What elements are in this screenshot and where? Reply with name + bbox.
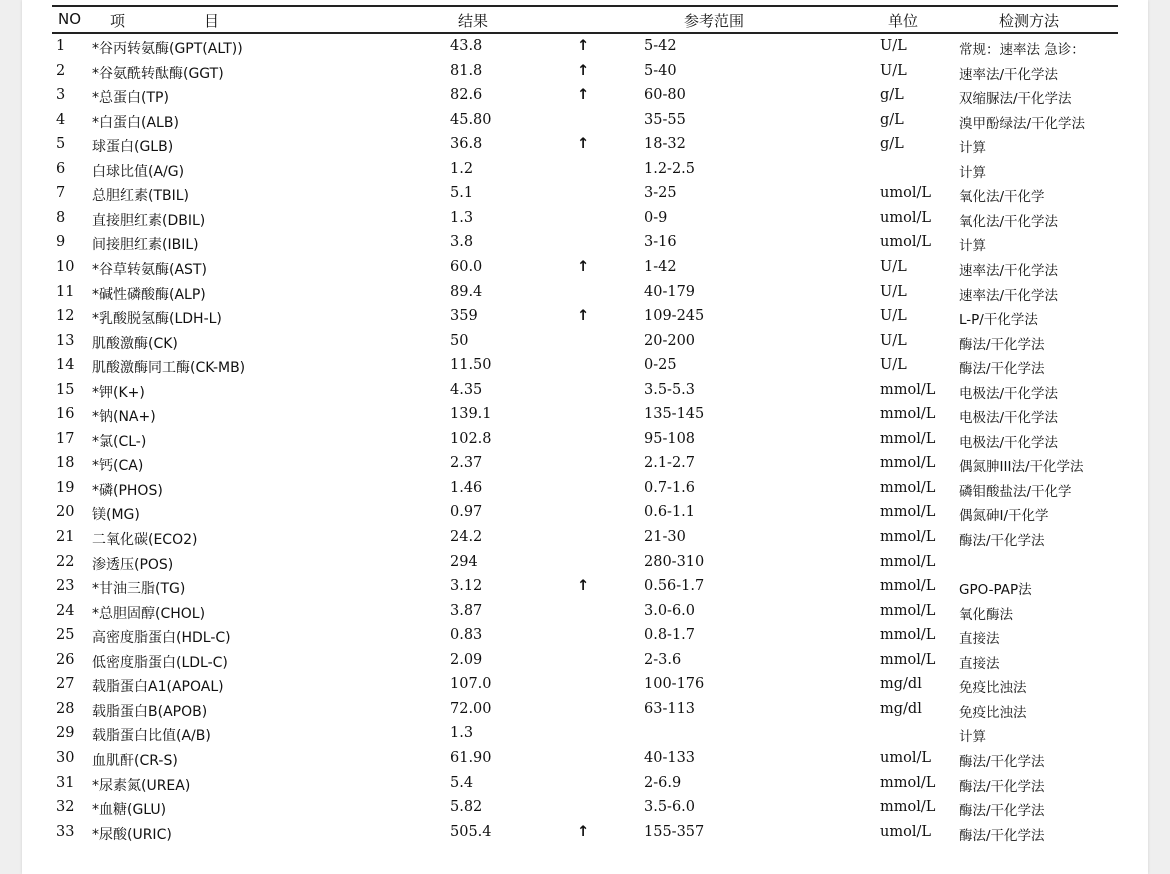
reference-range: 20-200 <box>644 332 696 349</box>
unit: mmol/L <box>880 504 936 521</box>
table-top-rule <box>52 5 1118 7</box>
high-flag-arrow-icon: ↑ <box>577 62 590 79</box>
test-method: 磷钼酸盐法/干化学 <box>959 483 1072 500</box>
test-item-name: *白蛋白(ALB) <box>92 114 179 131</box>
high-flag-arrow-icon: ↑ <box>577 38 590 54</box>
report-sheet <box>22 0 1148 874</box>
unit: mmol/L <box>880 602 936 619</box>
row-number: 2 <box>56 62 66 79</box>
row-number: 15 <box>56 381 75 398</box>
unit: mmol/L <box>880 627 936 644</box>
result-value: 89.4 <box>450 283 483 300</box>
test-item-name: *碱性磷酸酶(ALP) <box>92 286 206 303</box>
row-number: 30 <box>56 749 75 766</box>
row-number: 6 <box>56 160 66 177</box>
result-value: 1.3 <box>450 725 474 742</box>
result-value: 5.1 <box>450 185 474 202</box>
reference-range: 0-25 <box>644 357 677 374</box>
test-method: 酶法/干化学法 <box>959 827 1045 844</box>
result-value: 359 <box>450 308 478 325</box>
table-row <box>22 576 1148 601</box>
reference-range: 155-357 <box>644 823 705 840</box>
unit: U/L <box>880 38 907 54</box>
test-method: 计算 <box>959 140 986 157</box>
test-item-name: *钙(CA) <box>92 458 144 475</box>
test-method: 氧化法/干化学法 <box>959 213 1059 230</box>
reference-range: 1.2-2.5 <box>644 160 696 177</box>
unit: mmol/L <box>880 774 936 791</box>
reference-range: 3.0-6.0 <box>644 602 696 619</box>
test-item-name: 载脂蛋白B(APOB) <box>92 703 208 720</box>
reference-range: 0.7-1.6 <box>644 479 696 496</box>
reference-range: 40-133 <box>644 749 696 766</box>
test-method: 直接法 <box>959 655 1000 672</box>
table-row <box>22 650 1148 675</box>
reference-range: 280-310 <box>644 553 705 570</box>
result-value: 1.3 <box>450 209 474 226</box>
test-method: 氧化酶法 <box>959 606 1013 623</box>
test-item-name: *谷丙转氨酶(GPT(ALT)) <box>92 41 243 57</box>
reference-range: 2-3.6 <box>644 651 682 668</box>
reference-range: 2-6.9 <box>644 774 682 791</box>
table-row <box>22 478 1148 503</box>
table-row <box>22 331 1148 356</box>
test-item-name: *磷(PHOS) <box>92 482 163 499</box>
table-row <box>22 625 1148 650</box>
test-item-name: *甘油三脂(TG) <box>92 581 186 598</box>
row-number: 8 <box>56 209 66 226</box>
row-number: 24 <box>56 602 75 619</box>
table-row <box>22 282 1148 307</box>
result-value: 45.80 <box>450 111 492 128</box>
unit: umol/L <box>880 185 931 202</box>
row-number: 27 <box>56 676 75 693</box>
unit: mmol/L <box>880 479 936 496</box>
table-row <box>22 355 1148 380</box>
unit: g/L <box>880 136 904 153</box>
result-value: 0.83 <box>450 627 483 644</box>
test-method: 常规：速率法 急诊： <box>959 42 1085 58</box>
header-result: 结果 <box>458 12 489 30</box>
table-row <box>22 183 1148 208</box>
test-item-name: *血糖(GLU) <box>92 802 167 819</box>
test-method: 氧化法/干化学 <box>959 189 1045 206</box>
test-method: 溴甲酚绿法/干化学法 <box>959 115 1086 132</box>
test-method: 速率法/干化学法 <box>959 287 1059 304</box>
test-item-name: 载脂蛋白A1(APOAL) <box>92 679 224 696</box>
test-method: 偶氮砷I/干化学 <box>959 508 1049 525</box>
unit: umol/L <box>880 234 931 251</box>
reference-range: 0.56-1.7 <box>644 578 705 595</box>
result-value: 24.2 <box>450 529 483 545</box>
unit: umol/L <box>880 209 931 226</box>
unit: mg/dl <box>880 700 922 717</box>
result-value: 60.0 <box>450 258 483 275</box>
table-row <box>22 773 1148 798</box>
test-method: 酶法/干化学法 <box>959 533 1045 549</box>
unit: mmol/L <box>880 799 936 816</box>
table-row <box>22 306 1148 331</box>
result-value: 72.00 <box>450 700 492 717</box>
result-value: 107.0 <box>450 676 492 693</box>
unit: mmol/L <box>880 381 936 398</box>
test-method: 直接法 <box>959 631 1000 648</box>
test-method: 计算 <box>959 238 986 255</box>
row-number: 9 <box>56 234 66 251</box>
unit: mmol/L <box>880 430 936 447</box>
test-item-name: 直接胆红素(DBIL) <box>92 212 206 229</box>
high-flag-arrow-icon: ↑ <box>577 823 590 840</box>
table-row <box>22 61 1148 86</box>
test-item-name: 球蛋白(GLB) <box>92 139 174 156</box>
row-number: 3 <box>56 87 66 104</box>
test-method: 免疫比浊法 <box>959 680 1027 697</box>
table-row <box>22 797 1148 822</box>
high-flag-arrow-icon: ↑ <box>577 578 590 595</box>
result-value: 3.8 <box>450 234 474 251</box>
table-row <box>22 552 1148 577</box>
row-number: 23 <box>56 578 75 595</box>
row-number: 25 <box>56 627 75 644</box>
result-value: 3.12 <box>450 578 483 595</box>
header-no: NO <box>58 10 82 28</box>
unit: mg/dl <box>880 676 922 693</box>
test-item-name: *氯(CL-) <box>92 433 147 450</box>
reference-range: 5-42 <box>644 38 677 54</box>
test-method: 电极法/干化学法 <box>959 434 1059 451</box>
result-value: 294 <box>450 553 478 570</box>
row-number: 22 <box>56 553 75 570</box>
row-number: 12 <box>56 308 75 325</box>
test-item-name: *尿素氮(UREA) <box>92 777 191 794</box>
header-reference: 参考范围 <box>684 12 745 30</box>
row-number: 5 <box>56 136 66 153</box>
row-number: 10 <box>56 258 75 275</box>
test-item-name: *钾(K+) <box>92 384 145 401</box>
row-number: 1 <box>56 38 66 54</box>
test-item-name: 间接胆红素(IBIL) <box>92 237 199 254</box>
unit: U/L <box>880 357 907 374</box>
result-value: 2.09 <box>450 651 483 668</box>
result-value: 11.50 <box>450 357 492 374</box>
row-number: 26 <box>56 651 75 668</box>
test-method: GPO-PAP法 <box>959 582 1032 599</box>
reference-range: 135-145 <box>644 406 705 423</box>
test-method: 免疫比浊法 <box>959 704 1027 721</box>
table-row <box>22 404 1148 429</box>
test-item-name: 二氧化碳(ECO2) <box>92 532 198 548</box>
row-number: 14 <box>56 357 75 374</box>
result-value: 3.87 <box>450 602 483 619</box>
table-row <box>22 36 1148 61</box>
test-method: 电极法/干化学法 <box>959 385 1059 402</box>
test-method: 速率法/干化学法 <box>959 66 1059 83</box>
row-number: 28 <box>56 700 75 717</box>
test-item-name: 肌酸激酶同工酶(CK-MB) <box>92 360 246 377</box>
row-number: 18 <box>56 455 75 472</box>
result-value: 82.6 <box>450 87 483 104</box>
high-flag-arrow-icon: ↑ <box>577 258 590 275</box>
unit: mmol/L <box>880 578 936 595</box>
row-number: 19 <box>56 479 75 496</box>
table-row <box>22 453 1148 478</box>
table-row <box>22 380 1148 405</box>
result-value: 102.8 <box>450 430 492 447</box>
result-value: 50 <box>450 332 469 349</box>
row-number: 20 <box>56 504 75 521</box>
table-row <box>22 748 1148 773</box>
reference-range: 0-9 <box>644 209 668 226</box>
table-row <box>22 110 1148 135</box>
result-value: 4.35 <box>450 381 483 398</box>
result-value: 81.8 <box>450 62 483 79</box>
header-method: 检测方法 <box>999 12 1060 30</box>
test-method: 电极法/干化学法 <box>959 410 1059 427</box>
reference-range: 95-108 <box>644 430 696 447</box>
unit: U/L <box>880 308 907 325</box>
table-row <box>22 822 1148 847</box>
reference-range: 63-113 <box>644 700 696 717</box>
reference-range: 2.1-2.7 <box>644 455 696 472</box>
table-row <box>22 699 1148 724</box>
result-value: 139.1 <box>450 406 492 423</box>
unit: U/L <box>880 258 907 275</box>
table-row <box>22 134 1148 159</box>
result-value: 1.2 <box>450 160 474 177</box>
reference-range: 3.5-5.3 <box>644 381 696 398</box>
result-value: 43.8 <box>450 38 483 54</box>
row-number: 21 <box>56 529 75 545</box>
test-item-name: 总胆红素(TBIL) <box>92 188 190 205</box>
test-method: 计算 <box>959 729 986 746</box>
row-number: 17 <box>56 430 75 447</box>
test-item-name: *钠(NA+) <box>92 409 156 426</box>
result-value: 5.4 <box>450 774 474 791</box>
row-number: 7 <box>56 185 66 202</box>
reference-range: 1-42 <box>644 258 677 275</box>
reference-range: 3.5-6.0 <box>644 799 696 816</box>
test-method: 酶法/干化学法 <box>959 336 1045 353</box>
test-item-name: 低密度脂蛋白(LDL-C) <box>92 654 228 671</box>
test-method: 双缩脲法/干化学法 <box>959 91 1072 108</box>
test-method: 酶法/干化学法 <box>959 361 1045 378</box>
reference-range: 3-16 <box>644 234 677 251</box>
header-rule <box>52 32 1118 34</box>
row-number: 16 <box>56 406 75 423</box>
test-item-name: *谷草转氨酶(AST) <box>92 261 207 278</box>
table-row <box>22 232 1148 257</box>
test-method: 速率法/干化学法 <box>959 262 1059 279</box>
table-row <box>22 159 1148 184</box>
reference-range: 5-40 <box>644 62 677 79</box>
table-row <box>22 429 1148 454</box>
table-row <box>22 674 1148 699</box>
test-method: 酶法/干化学法 <box>959 753 1045 770</box>
unit: mmol/L <box>880 455 936 472</box>
result-value: 2.37 <box>450 455 483 472</box>
test-method: 计算 <box>959 164 986 181</box>
header-item-1: 项 <box>110 12 126 30</box>
high-flag-arrow-icon: ↑ <box>577 136 590 153</box>
header-unit: 单位 <box>888 12 919 30</box>
result-value: 505.4 <box>450 823 492 840</box>
unit: g/L <box>880 87 904 104</box>
test-item-name: 肌酸激酶(CK) <box>92 335 178 352</box>
test-item-name: *乳酸脱氢酶(LDH-L) <box>92 311 222 328</box>
reference-range: 0.6-1.1 <box>644 504 696 521</box>
row-number: 33 <box>56 823 75 840</box>
table-row <box>22 502 1148 527</box>
reference-range: 0.8-1.7 <box>644 627 696 644</box>
row-number: 31 <box>56 774 75 791</box>
test-method: 酶法/干化学法 <box>959 778 1045 795</box>
reference-range: 109-245 <box>644 308 705 325</box>
test-item-name: *总胆固醇(CHOL) <box>92 605 206 622</box>
row-number: 13 <box>56 332 75 349</box>
row-number: 4 <box>56 111 66 128</box>
test-method: 酶法/干化学法 <box>959 803 1045 820</box>
test-item-name: 高密度脂蛋白(HDL-C) <box>92 630 231 647</box>
test-item-name: *总蛋白(TP) <box>92 90 169 107</box>
row-number: 32 <box>56 799 75 816</box>
table-row <box>22 723 1148 748</box>
table-row <box>22 601 1148 626</box>
reference-range: 40-179 <box>644 283 696 300</box>
test-item-name: *尿酸(URIC) <box>92 826 172 843</box>
high-flag-arrow-icon: ↑ <box>577 308 590 325</box>
unit: mmol/L <box>880 553 936 570</box>
test-item-name: 渗透压(POS) <box>92 556 174 573</box>
reference-range: 100-176 <box>644 676 705 693</box>
test-item-name: 血肌酐(CR-S) <box>92 752 178 769</box>
unit: umol/L <box>880 749 931 766</box>
unit: U/L <box>880 283 907 300</box>
high-flag-arrow-icon: ↑ <box>577 87 590 104</box>
test-method: L-P/干化学法 <box>959 312 1038 329</box>
result-value: 61.90 <box>450 749 492 766</box>
unit: U/L <box>880 62 907 79</box>
test-method: 偶氮胂III法/干化学法 <box>959 459 1084 476</box>
test-item-name: *谷氨酰转酞酶(GGT) <box>92 65 224 82</box>
unit: mmol/L <box>880 651 936 668</box>
row-number: 29 <box>56 725 75 742</box>
test-item-name: 载脂蛋白比值(A/B) <box>92 728 211 745</box>
reference-range: 60-80 <box>644 87 686 104</box>
unit: umol/L <box>880 823 931 840</box>
table-row <box>22 85 1148 110</box>
result-value: 36.8 <box>450 136 483 153</box>
table-row <box>22 208 1148 233</box>
reference-range: 18-32 <box>644 136 686 153</box>
unit: g/L <box>880 111 904 128</box>
header-item-2: 目 <box>204 12 220 30</box>
reference-range: 3-25 <box>644 185 677 202</box>
row-number: 11 <box>56 283 75 300</box>
result-value: 1.46 <box>450 479 483 496</box>
unit: U/L <box>880 332 907 349</box>
test-item-name: 镁(MG) <box>92 507 140 524</box>
reference-range: 21-30 <box>644 529 686 545</box>
table-row <box>22 257 1148 282</box>
table-row <box>22 527 1148 552</box>
unit: mmol/L <box>880 529 936 545</box>
result-value: 0.97 <box>450 504 483 521</box>
result-value: 5.82 <box>450 799 483 816</box>
test-item-name: 白球比值(A/G) <box>92 163 185 180</box>
unit: mmol/L <box>880 406 936 423</box>
reference-range: 35-55 <box>644 111 686 128</box>
